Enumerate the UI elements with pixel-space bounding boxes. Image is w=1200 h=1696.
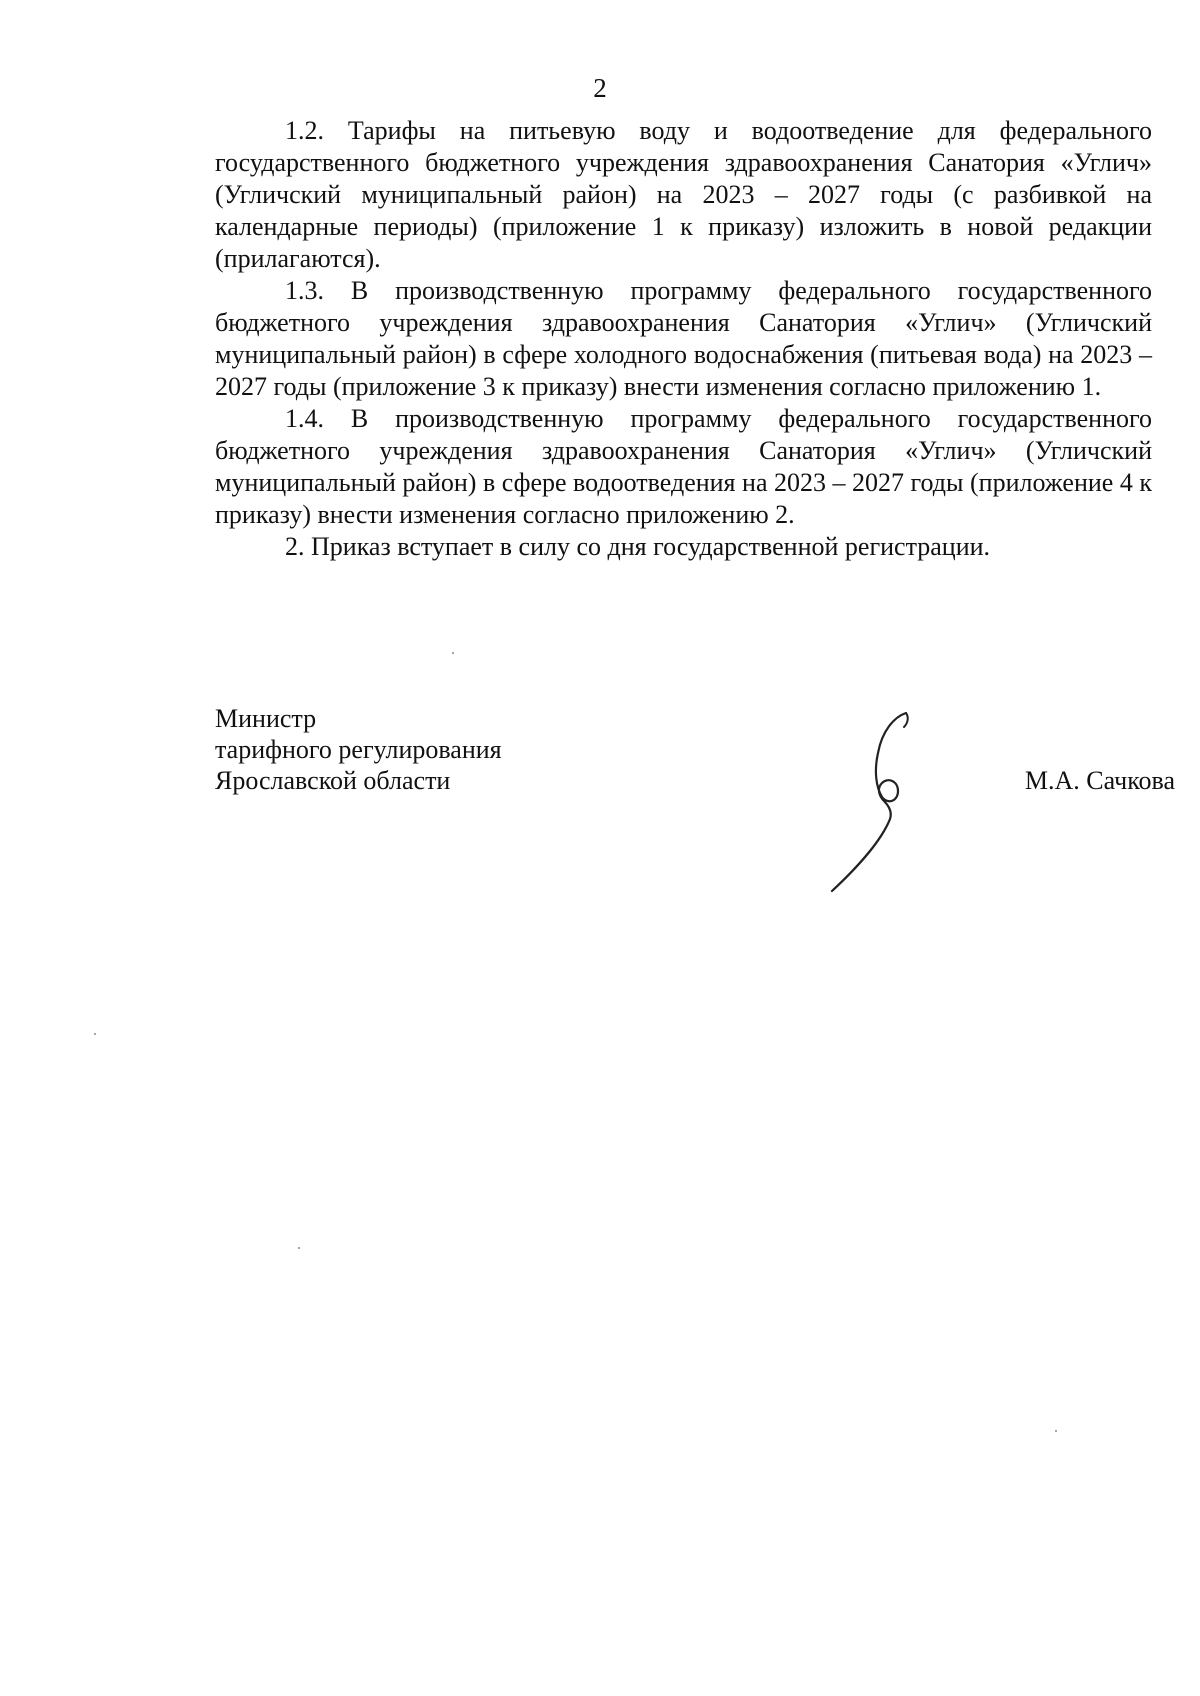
handwritten-signature — [810, 705, 920, 895]
page-number: 2 — [593, 73, 607, 103]
scan-speck — [1055, 1430, 1057, 1432]
paragraph-2: 2. Приказ вступает в силу со дня государственной регистрации. — [285, 532, 991, 561]
paragraph-1-2: 1.2. Тарифы на питьевую воду и водоотведение для федерального государственного бюджетного учреждения здравоохранения Санатория «Углич» (Угличский муниципальный район) на 2023 – 2027 годы (с разбивкой на календарные периоды) (приложение 1 к приказу) изложить в новой редакции (прилагаются). — [215, 116, 1152, 273]
signatory-position — [215, 703, 502, 796]
position-line-1: Министр — [215, 704, 317, 733]
signer-name: М.А. Сачкова — [1024, 766, 1175, 795]
position-line-2: тарифного регулирования — [215, 735, 502, 764]
scan-speck — [94, 1033, 96, 1035]
scan-speck — [298, 1247, 300, 1249]
scan-speck — [452, 652, 454, 654]
position-line-3: Ярославской области — [215, 766, 451, 795]
paragraph-1-3: 1.3. В производственную программу федерального государственного бюджетного учреждения здравоохранения Санатория «Углич» (Угличский муниципальный район) в сфере холодного водоснабжения (питьевая вода) на 2023 – 2027 годы (приложение 3 к приказу) внести изменения согласно приложению 1. — [215, 276, 1152, 401]
document-body — [215, 115, 1152, 563]
paragraph-1-4: 1.4. В производственную программу федерального государственного бюджетного учреждения здравоохранения Санатория «Углич» (Угличский муниципальный район) в сфере водоотведения на 2023 – 2027 годы (приложение 4 к приказу) внести изменения согласно приложению 2. — [215, 404, 1152, 529]
